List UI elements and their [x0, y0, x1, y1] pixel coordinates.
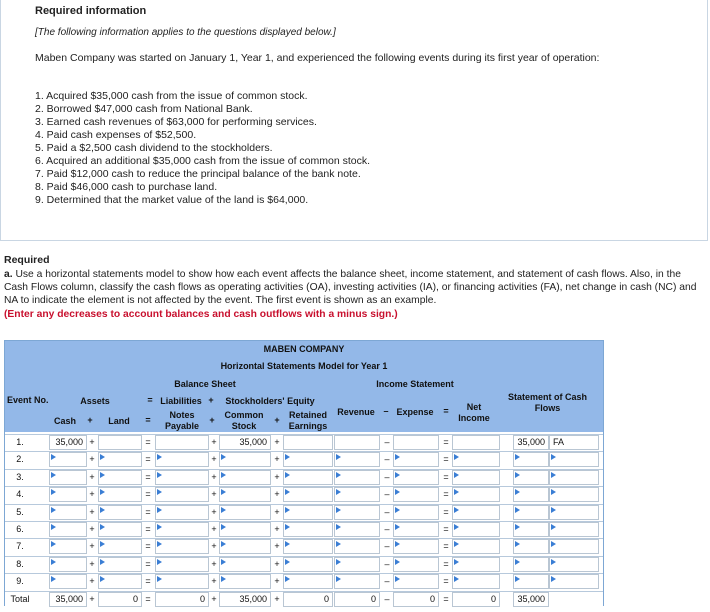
- plus-sign: +: [274, 489, 280, 499]
- notes-payable-cell[interactable]: [155, 557, 209, 572]
- plus-sign: +: [89, 472, 95, 482]
- land-cell: [98, 435, 142, 450]
- plus-sign: +: [274, 524, 280, 534]
- minus-sign: –: [384, 454, 390, 464]
- expense-cell[interactable]: [393, 557, 439, 572]
- event-item: 5. Paid a $2,500 cash dividend to the stockholders.: [35, 142, 273, 154]
- model-title: Horizontal Statements Model for Year 1: [220, 361, 388, 371]
- plus-sign: +: [89, 594, 95, 604]
- cash-flows-header: Statement of Cash Flows: [507, 392, 587, 413]
- minus-sign: –: [384, 524, 390, 534]
- plus-sign: +: [89, 454, 95, 464]
- revenue-header: Revenue: [337, 407, 375, 417]
- cash-flow-amount-cell[interactable]: [513, 522, 549, 537]
- plus-sign: +: [274, 454, 280, 464]
- plus-sign: +: [208, 395, 214, 405]
- plus-sign: +: [211, 454, 217, 464]
- net-income-cell[interactable]: [452, 539, 500, 554]
- equals-sign: =: [443, 576, 449, 586]
- retained-earnings-cell[interactable]: [283, 470, 333, 485]
- common-stock-cell: 35,000: [219, 592, 271, 607]
- plus-sign: +: [87, 415, 93, 425]
- plus-sign: +: [89, 559, 95, 569]
- cash-flow-amount-cell: 35,000: [513, 435, 549, 450]
- cash-cell[interactable]: [49, 522, 87, 537]
- cash-header: Cash: [53, 416, 76, 426]
- retained-earnings-cell[interactable]: [283, 452, 333, 467]
- revenue-cell[interactable]: [334, 505, 380, 520]
- common-stock-cell[interactable]: [219, 557, 271, 572]
- revenue-cell[interactable]: [334, 470, 380, 485]
- plus-sign: +: [211, 576, 217, 586]
- event-number: 8.: [16, 559, 24, 569]
- retained-earnings-cell[interactable]: [283, 522, 333, 537]
- event-number: 7.: [16, 541, 24, 551]
- plus-sign: +: [209, 415, 215, 425]
- income-statement-header: Income Statement: [376, 379, 454, 389]
- retained-earnings-cell[interactable]: [283, 505, 333, 520]
- minus-sign: –: [384, 559, 390, 569]
- equals-sign: =: [443, 472, 449, 482]
- cash-flow-amount-cell[interactable]: [513, 574, 549, 589]
- plus-sign: +: [274, 559, 280, 569]
- cash-flow-amount-cell[interactable]: [513, 557, 549, 572]
- common-stock-header: Common Stock: [224, 410, 264, 431]
- equals-sign: =: [145, 454, 151, 464]
- notes-payable-cell[interactable]: [155, 452, 209, 467]
- cash-cell[interactable]: [49, 487, 87, 502]
- land-cell: 0: [98, 592, 142, 607]
- plus-sign: +: [89, 507, 95, 517]
- revenue-cell[interactable]: [334, 522, 380, 537]
- land-cell[interactable]: [98, 487, 142, 502]
- net-income-cell[interactable]: [452, 487, 500, 502]
- plus-sign: +: [274, 541, 280, 551]
- equals-sign: =: [443, 559, 449, 569]
- revenue-cell: [334, 435, 380, 450]
- minus-sign: –: [384, 472, 390, 482]
- retained-earnings-cell: 0: [283, 592, 333, 607]
- plus-sign: +: [211, 507, 217, 517]
- company-name: MABEN COMPANY: [263, 344, 345, 354]
- net-income-cell[interactable]: [452, 557, 500, 572]
- minus-sign: –: [384, 541, 390, 551]
- net-income-cell[interactable]: [452, 574, 500, 589]
- expense-cell[interactable]: [393, 487, 439, 502]
- equals-sign: =: [443, 489, 449, 499]
- cash-cell[interactable]: [49, 539, 87, 554]
- event-number: 5.: [16, 507, 24, 517]
- notes-payable-cell[interactable]: [155, 505, 209, 520]
- cash-cell[interactable]: [49, 557, 87, 572]
- equals-sign: =: [443, 594, 449, 604]
- cash-cell[interactable]: [49, 505, 87, 520]
- minus-sign: –: [384, 594, 390, 604]
- plus-sign: +: [274, 576, 280, 586]
- cash-flow-amount-cell[interactable]: [513, 487, 549, 502]
- revenue-cell[interactable]: [334, 539, 380, 554]
- net-income-cell: [452, 435, 500, 450]
- event-number: 9.: [16, 576, 24, 586]
- common-stock-cell[interactable]: [219, 522, 271, 537]
- cash-flow-class-cell[interactable]: [549, 452, 599, 467]
- plus-sign: +: [274, 415, 280, 425]
- liabilities-header: Liabilities: [160, 396, 202, 406]
- info-note: [The following information applies to the questions displayed below.]: [35, 27, 336, 38]
- event-list: [35, 90, 370, 207]
- cash-flow-amount-cell[interactable]: [513, 452, 549, 467]
- common-stock-cell: 35,000: [219, 435, 271, 450]
- retained-earnings-header: Retained Earnings: [288, 410, 328, 431]
- event-item: 1. Acquired $35,000 cash from the issue of common stock.: [35, 90, 308, 102]
- land-cell[interactable]: [98, 574, 142, 589]
- notes-payable-header: Notes Payable: [164, 410, 200, 431]
- plus-sign: +: [211, 524, 217, 534]
- expense-cell[interactable]: [393, 522, 439, 537]
- expense-header: Expense: [396, 407, 434, 417]
- retained-earnings-cell[interactable]: [283, 487, 333, 502]
- plus-sign: +: [89, 576, 95, 586]
- expense-cell[interactable]: [393, 505, 439, 520]
- minus-sign: –: [384, 489, 390, 499]
- instruction-emphasis: (Enter any decreases to account balances and cash outflows with a minus sign.): [4, 308, 398, 320]
- cash-cell[interactable]: [49, 452, 87, 467]
- equals-sign: =: [443, 406, 449, 416]
- notes-payable-cell[interactable]: [155, 574, 209, 589]
- event-number: 2.: [16, 454, 24, 464]
- retained-earnings-cell: [283, 435, 333, 450]
- equals-sign: =: [147, 395, 153, 405]
- equals-sign: =: [145, 507, 151, 517]
- plus-sign: +: [89, 437, 95, 447]
- plus-sign: +: [89, 541, 95, 551]
- net-income-cell[interactable]: [452, 505, 500, 520]
- cash-flow-class-cell: FA: [549, 435, 599, 450]
- land-cell[interactable]: [98, 470, 142, 485]
- cash-cell[interactable]: [49, 470, 87, 485]
- plus-sign: +: [274, 594, 280, 604]
- equals-sign: =: [145, 415, 151, 425]
- cash-flow-amount-cell: 35,000: [513, 592, 549, 607]
- event-item: 4. Paid cash expenses of $52,500.: [35, 129, 197, 141]
- plus-sign: +: [89, 489, 95, 499]
- cash-flow-class-cell[interactable]: [549, 574, 599, 589]
- balance-sheet-header: Balance Sheet: [174, 379, 236, 389]
- notes-payable-cell[interactable]: [155, 487, 209, 502]
- event-item: 2. Borrowed $47,000 cash from National Bank.: [35, 103, 253, 115]
- revenue-cell[interactable]: [334, 487, 380, 502]
- minus-sign: –: [384, 437, 390, 447]
- revenue-cell: 0: [334, 592, 380, 607]
- event-number: 6.: [16, 524, 24, 534]
- equals-sign: =: [443, 454, 449, 464]
- total-label: Total: [10, 594, 30, 604]
- equals-sign: =: [145, 437, 151, 447]
- event-item: 6. Acquired an additional $35,000 cash from the issue of common stock.: [35, 155, 371, 167]
- event-number: 1.: [16, 437, 24, 447]
- required-title: Required: [4, 254, 50, 266]
- expense-cell: 0: [393, 592, 439, 607]
- equity-header: Stockholders' Equity: [225, 396, 315, 406]
- net-income-cell[interactable]: [452, 452, 500, 467]
- minus-sign: –: [384, 576, 390, 586]
- expense-cell[interactable]: [393, 539, 439, 554]
- event-no-header: Event No.: [7, 395, 49, 405]
- part-label: a.: [4, 269, 13, 280]
- cash-flow-class-cell[interactable]: [549, 522, 599, 537]
- cash-flow-amount-cell[interactable]: [513, 470, 549, 485]
- common-stock-cell[interactable]: [219, 487, 271, 502]
- event-item: 9. Determined that the market value of the land is $64,000.: [35, 194, 309, 206]
- notes-payable-cell: 0: [155, 592, 209, 607]
- cash-flow-class-cell[interactable]: [549, 505, 599, 520]
- equals-sign: =: [145, 541, 151, 551]
- equals-sign: =: [443, 437, 449, 447]
- expense-cell[interactable]: [393, 452, 439, 467]
- plus-sign: +: [211, 472, 217, 482]
- cash-flow-class-cell[interactable]: [549, 539, 599, 554]
- retained-earnings-cell[interactable]: [283, 539, 333, 554]
- equals-sign: =: [145, 559, 151, 569]
- cash-flow-class-cell[interactable]: [549, 557, 599, 572]
- plus-sign: +: [274, 437, 280, 447]
- cash-flow-class-cell[interactable]: [549, 470, 599, 485]
- common-stock-cell[interactable]: [219, 452, 271, 467]
- land-cell[interactable]: [98, 452, 142, 467]
- retained-earnings-cell[interactable]: [283, 574, 333, 589]
- equals-sign: =: [145, 489, 151, 499]
- plus-sign: +: [274, 472, 280, 482]
- expense-cell[interactable]: [393, 574, 439, 589]
- equals-sign: =: [443, 507, 449, 517]
- notes-payable-cell[interactable]: [155, 522, 209, 537]
- event-number: 3.: [16, 472, 24, 482]
- cash-flow-class-cell[interactable]: [549, 487, 599, 502]
- event-item: 7. Paid $12,000 cash to reduce the principal balance of the bank note.: [35, 168, 361, 180]
- revenue-cell[interactable]: [334, 452, 380, 467]
- land-cell[interactable]: [98, 505, 142, 520]
- common-stock-cell[interactable]: [219, 470, 271, 485]
- land-header: Land: [108, 416, 130, 426]
- plus-sign: +: [274, 507, 280, 517]
- cash-flow-amount-cell[interactable]: [513, 505, 549, 520]
- horizontal-statements-model: [4, 340, 604, 606]
- equals-sign: =: [145, 524, 151, 534]
- info-intro: Maben Company was started on January 1, Year 1, and experienced the following events during its first year of operation:: [35, 52, 600, 64]
- notes-payable-cell[interactable]: [155, 470, 209, 485]
- notes-payable-cell: [155, 435, 209, 450]
- land-cell[interactable]: [98, 557, 142, 572]
- common-stock-cell[interactable]: [219, 574, 271, 589]
- info-heading: Required information: [35, 5, 147, 17]
- plus-sign: +: [211, 541, 217, 551]
- event-number: 4.: [16, 489, 24, 499]
- required-information-panel: [0, 0, 708, 241]
- cash-cell[interactable]: [49, 574, 87, 589]
- expense-cell[interactable]: [393, 470, 439, 485]
- plus-sign: +: [211, 594, 217, 604]
- revenue-cell[interactable]: [334, 557, 380, 572]
- event-item: 3. Earned cash revenues of $63,000 for performing services.: [35, 116, 317, 128]
- plus-sign: +: [211, 559, 217, 569]
- equals-sign: =: [145, 472, 151, 482]
- expense-cell: [393, 435, 439, 450]
- net-income-cell: 0: [452, 592, 500, 607]
- instruction-text: Use a horizontal statements model to show how each event affects the balance sheet, income statement, and statement of cash flows. Also, in the Cash Flows column, classify the cash flows as operating activities (OA), investing activities (IA), or financing activities (FA), net change in cash (NC) and NA to indicate the element is not affected by the event. The first event is shown as an example.: [4, 269, 697, 307]
- plus-sign: +: [211, 489, 217, 499]
- minus-sign: –: [383, 406, 389, 416]
- plus-sign: +: [211, 437, 217, 447]
- plus-sign: +: [89, 524, 95, 534]
- land-cell[interactable]: [98, 539, 142, 554]
- cash-flow-amount-cell[interactable]: [513, 539, 549, 554]
- assets-header: Assets: [80, 396, 110, 406]
- common-stock-cell[interactable]: [219, 539, 271, 554]
- notes-payable-cell[interactable]: [155, 539, 209, 554]
- revenue-cell[interactable]: [334, 574, 380, 589]
- net-income-cell[interactable]: [452, 470, 500, 485]
- minus-sign: –: [384, 507, 390, 517]
- required-instructions: [4, 268, 704, 321]
- equals-sign: =: [145, 594, 151, 604]
- net-income-cell[interactable]: [452, 522, 500, 537]
- equals-sign: =: [145, 576, 151, 586]
- cash-cell: 35,000: [49, 592, 87, 607]
- land-cell[interactable]: [98, 522, 142, 537]
- event-item: 8. Paid $46,000 cash to purchase land.: [35, 181, 218, 193]
- retained-earnings-cell[interactable]: [283, 557, 333, 572]
- cash-cell: 35,000: [49, 435, 87, 450]
- equals-sign: =: [443, 541, 449, 551]
- net-income-header: Net Income: [458, 402, 490, 423]
- common-stock-cell[interactable]: [219, 505, 271, 520]
- equals-sign: =: [443, 524, 449, 534]
